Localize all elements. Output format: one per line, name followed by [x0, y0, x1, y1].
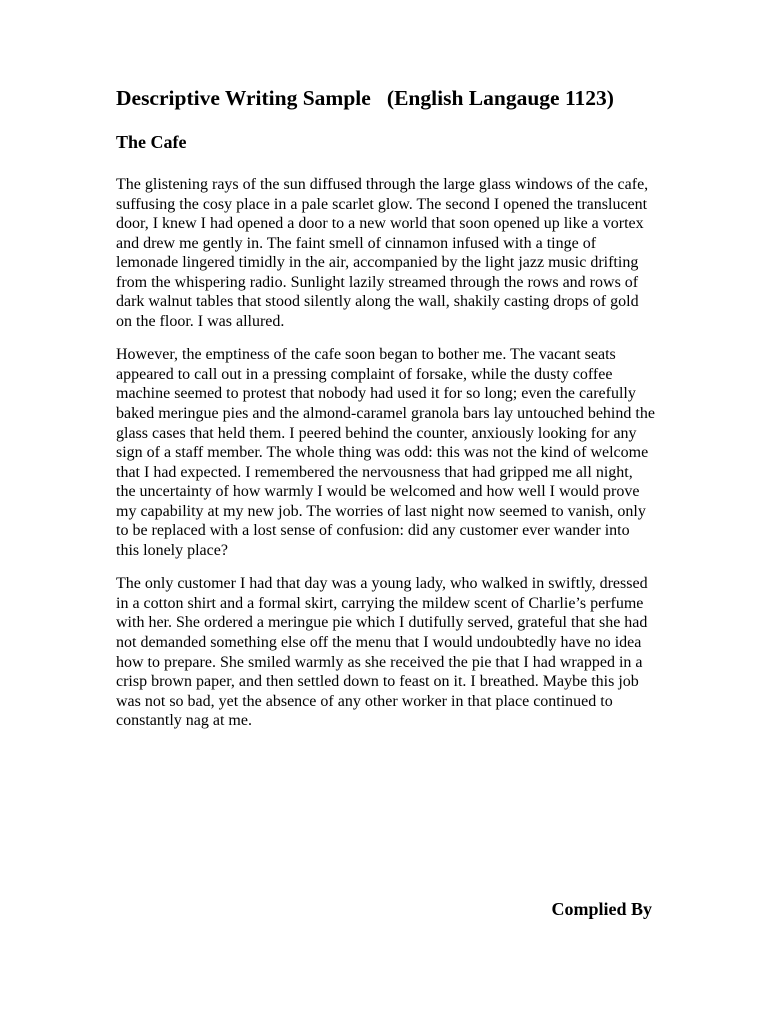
- compiled-by-signature: Complied By: [551, 899, 652, 919]
- document-title: Descriptive Writing Sample (English Langauge 1123): [116, 86, 614, 110]
- paragraph-1: The glistening rays of the sun diffused through the large glass windows of the cafe, suffusing the cosy place in a pale scarlet glow. The second I opened the translucent door, I knew I had opened a door to a new world that soon opened up like a vortex and drew me gently in. The faint smell of cinnamon infused with a tinge of lemonade lingered timidly in the air, accompanied by the light jazz music drifting from the whispering radio. Sunlight lazily streamed through the rows and rows of dark walnut tables that stood silently along the wall, shakily casting drops of gold on the floor. I was allured.: [116, 176, 649, 330]
- document-body: [116, 86, 656, 731]
- paragraph-2: However, the emptiness of the cafe soon began to bother me. The vacant seats appeared to call out in a pressing complaint of forsake, while the dusty coffee machine seemed to protest that nobody had used it for so long; even the carefully baked meringue pies and the almond-caramel granola bars lay untouched behind the glass cases that held them. I peered behind the counter, anxiously looking for any sign of a staff member. The whole thing was odd: this was not the kind of welcome that I had expected. I remembered the nervousness that had gripped me all night, the uncertainty of how warmly I would be welcomed and how well I would prove my capability at my new job. The worries of last night now seemed to vanish, only to be replaced with a lost sense of confusion: did any customer ever wander into this lonely place?: [116, 346, 655, 559]
- section-title: The Cafe: [116, 132, 187, 152]
- paragraph-3: The only customer I had that day was a young lady, who walked in swiftly, dressed in a cotton shirt and a formal skirt, carrying the mildew scent of Charlie’s perfume with her. She ordered a meringue pie which I dutifully served, grateful that she had not demanded something else off the menu that I would undoubtedly have no idea how to prepare. She smiled warmly as she received the pie that I had wrapped in a crisp brown paper, and then settled down to feast on it. I breathed. Maybe this job was not so bad, yet the absence of any other worker in that place continued to constantly nag at me.: [116, 575, 648, 730]
